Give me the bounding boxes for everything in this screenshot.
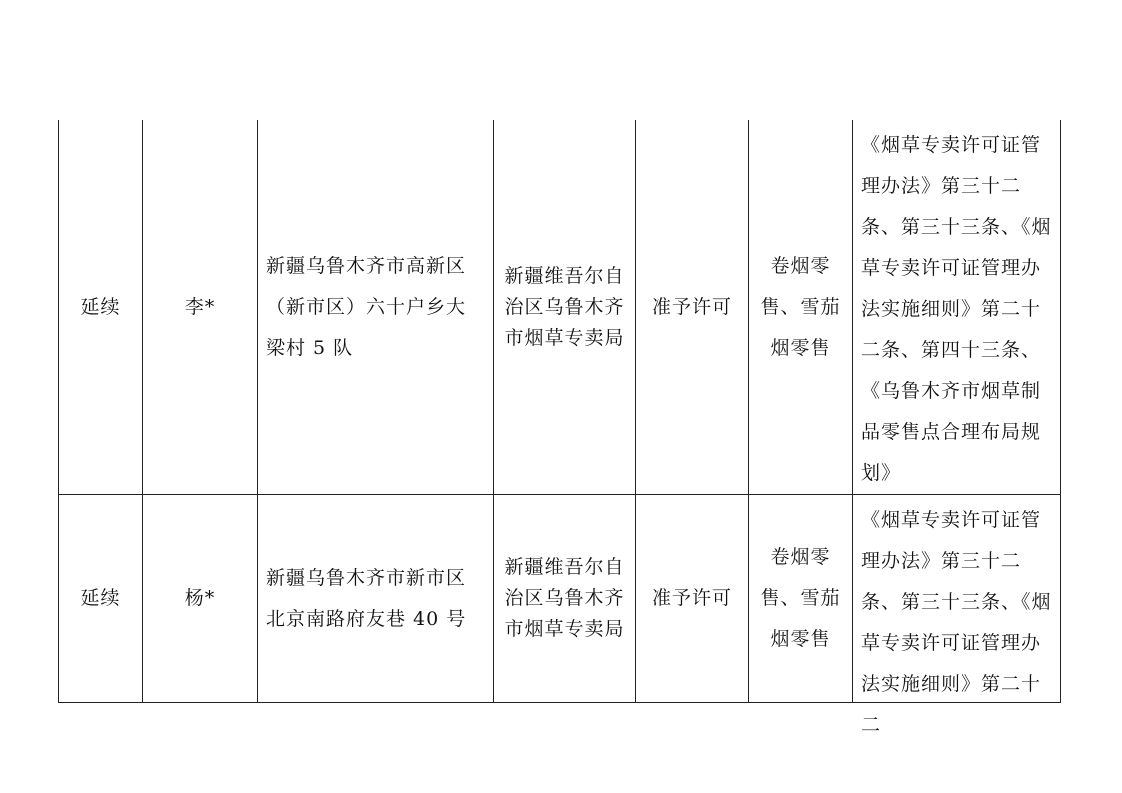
business-address: 新疆乌鲁木齐市高新区（新市区）六十户乡大梁村 5 队 bbox=[266, 254, 467, 359]
table-row bbox=[59, 495, 1061, 703]
licensing-agency-cell bbox=[494, 120, 636, 495]
decision: 准予许可 bbox=[651, 295, 732, 318]
legal-basis-cell bbox=[853, 120, 1061, 495]
applicant-name-cell bbox=[143, 120, 258, 495]
decision-cell bbox=[636, 120, 749, 495]
license-type: 延续 bbox=[80, 587, 121, 609]
licensing-agency-cell bbox=[494, 495, 636, 703]
licensing-agency: 新疆维吾尔自治区乌鲁木齐市烟草专卖局 bbox=[504, 264, 625, 349]
legal-basis: 《烟草专卖许可证管理办法》第三十二条、第三十三条、《烟草专卖许可证管理办法实施细则》第二十二 bbox=[861, 509, 1052, 736]
applicant-name: 杨* bbox=[184, 587, 216, 609]
licensing-agency: 新疆维吾尔自治区乌鲁木齐市烟草专卖局 bbox=[504, 556, 625, 640]
business-scope-cell bbox=[749, 495, 853, 703]
legal-basis-cell bbox=[853, 495, 1061, 736]
decision: 准予许可 bbox=[651, 587, 732, 609]
business-scope: 卷烟零售、雪茄烟零售 bbox=[760, 546, 841, 650]
business-scope-cell bbox=[749, 120, 853, 495]
license-type-cell bbox=[59, 120, 143, 495]
business-address-cell bbox=[258, 120, 494, 495]
business-address: 新疆乌鲁木齐市新市区北京南路府友巷 40 号 bbox=[266, 566, 467, 630]
business-scope: 卷烟零售、雪茄烟零售 bbox=[760, 254, 841, 359]
table-row bbox=[59, 120, 1061, 495]
license-type: 延续 bbox=[80, 295, 121, 318]
license-type-cell bbox=[59, 495, 143, 703]
legal-basis: 《烟草专卖许可证管理办法》第三十二条、第三十三条、《烟草专卖许可证管理办法实施细则》第二十二条、第四十三条、《乌鲁木齐市烟草制品零售点合理布局规划》 bbox=[861, 134, 1052, 484]
business-address-cell bbox=[258, 495, 494, 703]
applicant-name-cell bbox=[143, 495, 258, 703]
applicant-name: 李* bbox=[184, 295, 216, 318]
decision-cell bbox=[636, 495, 749, 703]
license-table bbox=[58, 120, 1061, 736]
